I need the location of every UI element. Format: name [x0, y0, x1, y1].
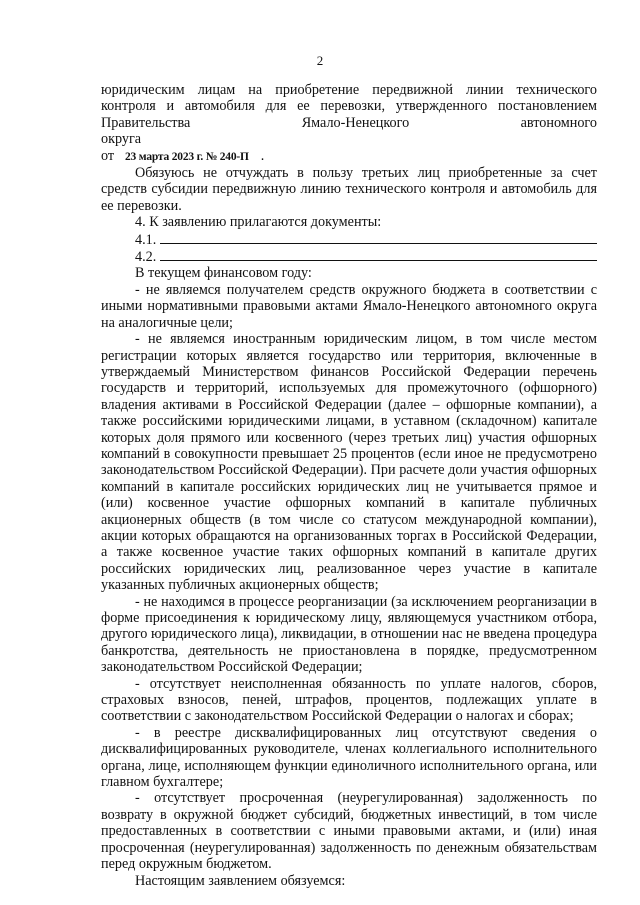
date-suffix: . — [260, 147, 265, 164]
intro-line-1: юридическим лицам на приобретение передвижной линии технического — [101, 82, 597, 98]
blank-line — [160, 231, 597, 244]
date-prefix: от — [101, 147, 115, 164]
intro-line-2: контроля и автомобиля для ее перевозки, утвержденного постановлением — [101, 98, 597, 115]
resolution-date: 23 марта 2023 г. № 240-П — [125, 150, 249, 163]
condition-paragraph: - не являемся получателем средств окружного бюджета в соответствии с иными нормативными правовыми актами Ямало-Ненецкого автономного округа на аналогичные цели; — [101, 281, 597, 331]
condition-paragraph: - не находимся в процессе реорганизации (за исключением реорганизации в форме присоединения к юридическому лицу, являющемуся участником отбора, другого юридического лица), ликвидации, в отношении нас не введена процедура банкротства, деятельность не приостановлена в порядке, предусмотренном законодательством Российской Федерации; — [101, 593, 597, 676]
closing-paragraph: Настоящим заявлением обязуемся: — [135, 872, 346, 889]
attachment-item-1 — [101, 231, 597, 248]
intro-line-3: Правительства Ямало-Ненецкого автономного округа — [101, 114, 597, 148]
page-number: 2 — [316, 53, 324, 68]
attachment-item-2 — [101, 248, 597, 265]
condition-paragraph: - не являемся иностранным юридическим лицом, в том числе местом регистрации которых является государство или территория, включенные в утверждаемый Министерством финансов Российской Федерации перечень государств и территорий, используемых для промежуточного (офшорного) владения активами в Российской Федерации (далее – офшорные компании), а также российскими юридическими лицами, в уставном (складочном) капитале которых доля прямого или косвенного (через третьих лиц) участия офшорных компаний в совокупности превышает 25 процентов (если иное не предусмотрено законодательством Российской Федерации). При расчете доли участия офшорных компаний в капитале российских юридических лиц не учитывается прямое и (или) косвенное участие офшорных компаний в капитале публичных акционерных обществ (в том числе со статусом международной компании), акции которых обращаются на организованных торгах в Российской Федерации, а также косвенное участие таких офшорных компаний в капитале других российских юридических лиц, реализованное через участие в капитале указанных публичных акционерных обществ; — [101, 331, 597, 594]
document-body — [101, 82, 597, 889]
attachment-item-number: 4.2. — [135, 249, 157, 266]
attachments-heading: 4. К заявлению прилагаются документы: — [135, 214, 382, 231]
commitment-paragraph: Обязуюсь не отчуждать в пользу третьих лиц приобретенные за счет средств субсидии передвижную линию технического контроля и автомобиль для ее перевозки. — [101, 165, 597, 214]
condition-paragraph: - отсутствует просроченная (неурегулированная) задолженность по возврату в окружной бюджет субсидий, бюджетных инвестиций, в том числе предоставленных в соответствии с иными правовыми актами, и (или) иная просроченная (неурегулированная) задолженность по денежным обязательствам перед окружным бюджетом. — [101, 790, 597, 873]
current-year-heading: В текущем финансовом году: — [135, 265, 312, 282]
condition-paragraph: - отсутствует неисполненная обязанность по уплате налогов, сборов, страховых взносов, пеней, штрафов, процентов, подлежащих уплате в соответствии с законодательством Российской Федерации о налогах и сборах; — [101, 675, 597, 725]
resolution-date-line — [101, 148, 597, 165]
condition-paragraph: - в реестре дисквалифицированных лиц отсутствуют сведения о дисквалифицированных руководителе, членах коллегиального исполнительного органа, лице, исполняющем функции единоличного исполнительного органа, или главном бухгалтере; — [101, 724, 597, 791]
attachment-item-number: 4.1. — [135, 231, 157, 248]
blank-line — [160, 248, 597, 261]
